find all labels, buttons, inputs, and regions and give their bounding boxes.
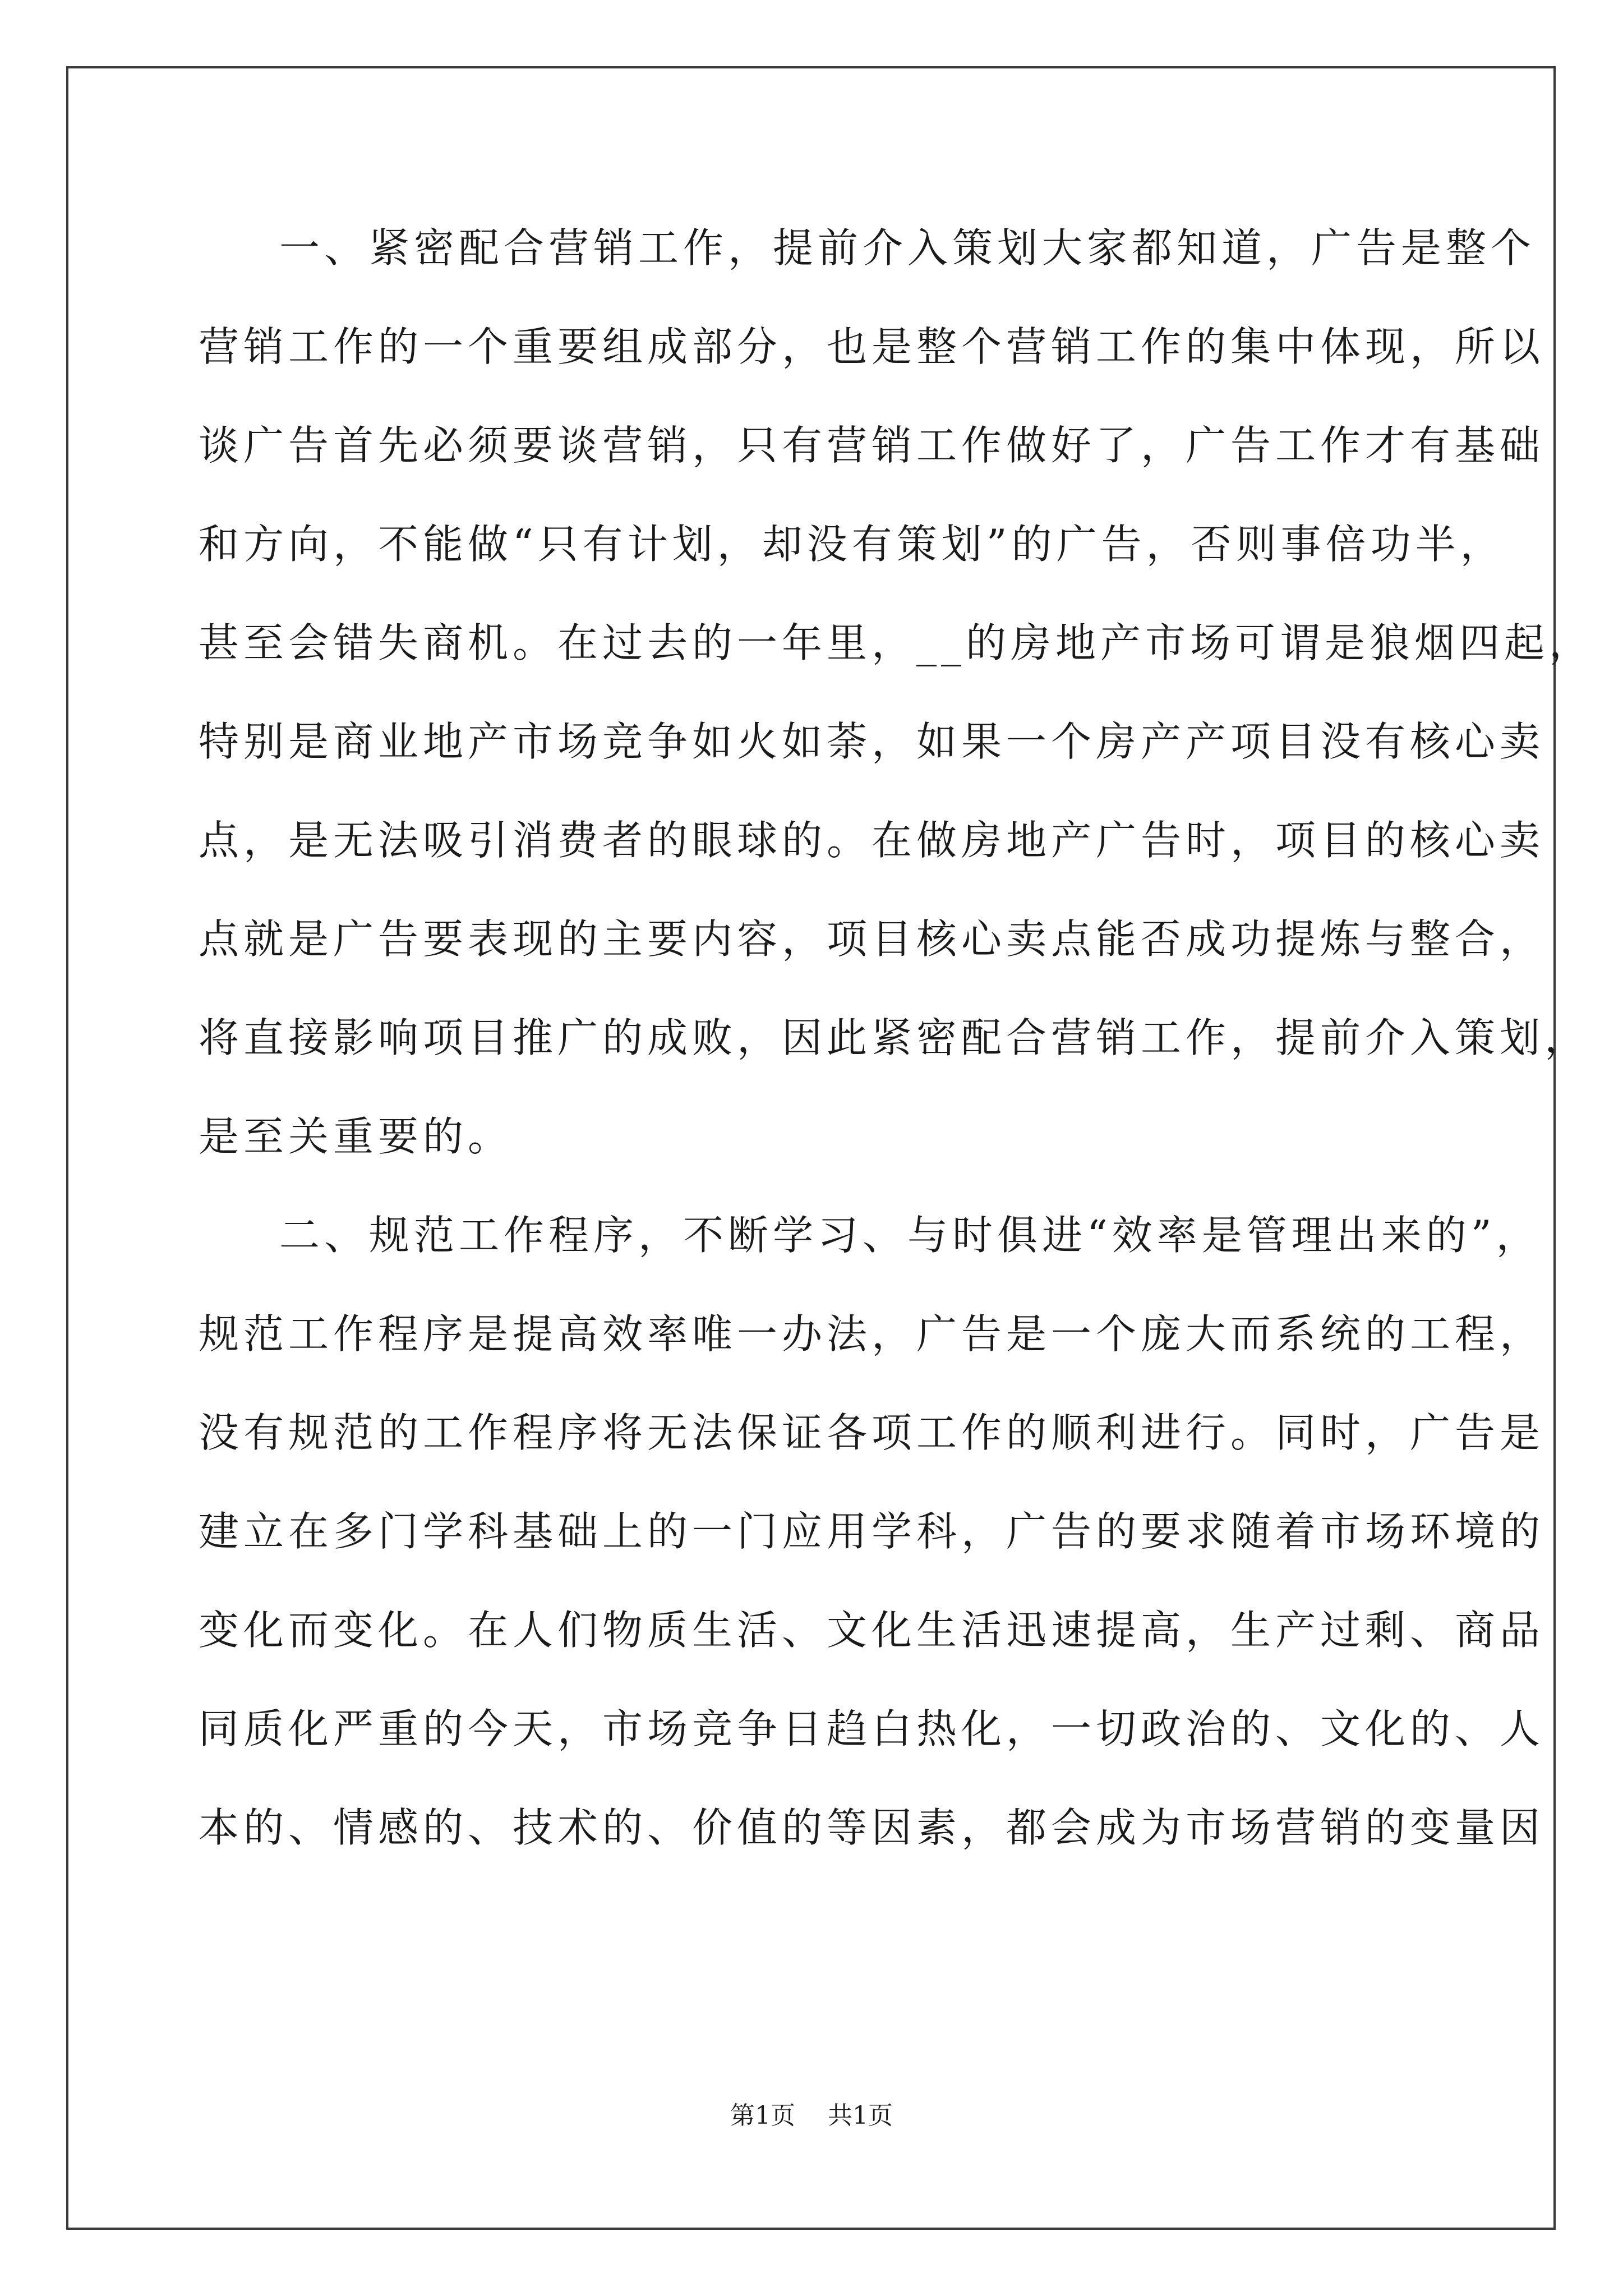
page-number-total: 共1页 [828,2101,893,2130]
paragraph-2-line-3: 没有规范的工作程序将无法保证各项工作的顺利进行。同时，广告是 [199,1409,1545,1456]
paragraph-1-line-1: 一、紧密配合营销工作，提前介入策划大家都知道，广告是整个 [279,224,1536,272]
page-footer [0,2095,1623,2131]
paragraph-1-line-7: 点，是无法吸引消费者的眼球的。在做房地产广告时，项目的核心卖 [199,817,1545,864]
paragraph-2-line-2: 规范工作程序是提高效率唯一办法，广告是一个庞大而系统的工程， [199,1310,1545,1358]
paragraph-1-line-9: 将直接影响项目推广的成败，因此紧密配合营销工作，提前介入策划， [199,1014,1590,1061]
paragraph-2-line-4: 建立在多门学科基础上的一门应用学科，广告的要求随着市场环境的 [199,1508,1545,1555]
paragraph-1-line-2: 营销工作的一个重要组成部分，也是整个营销工作的集中体现，所以 [199,323,1545,370]
page-number-current: 第1页 [730,2101,795,2130]
paragraph-1-line-3: 谈广告首先必须要谈营销，只有营销工作做好了，广告工作才有基础 [199,422,1545,469]
paragraph-1-line-8: 点就是广告要表现的主要内容，项目核心卖点能否成功提炼与整合， [199,915,1545,963]
paragraph-1-line-4: 和方向，不能做“只有计划，却没有策划”的广告，否则事倍功半， [199,521,1505,568]
paragraph-2-line-7: 本的、情感的、技术的、价值的等因素，都会成为市场营销的变量因 [199,1804,1545,1851]
paragraph-1-line-6: 特别是商业地产市场竞争如火如荼，如果一个房产产项目没有核心卖 [199,718,1545,765]
paragraph-2-line-5: 变化而变化。在人们物质生活、文化生活迅速提高，生产过剩、商品 [199,1607,1545,1654]
paragraph-2-line-6: 同质化严重的今天，市场竞争日趋白热化，一切政治的、文化的、人 [199,1705,1545,1752]
paragraph-2-line-1: 二、规范工作程序，不断学习、与时俱进“效率是管理出来的”， [279,1212,1541,1259]
paragraph-1-line-5: 甚至会错失商机。在过去的一年里，__的房地产市场可谓是狼烟四起， [199,619,1594,666]
paragraph-1-line-10: 是至关重要的。 [199,1113,513,1160]
